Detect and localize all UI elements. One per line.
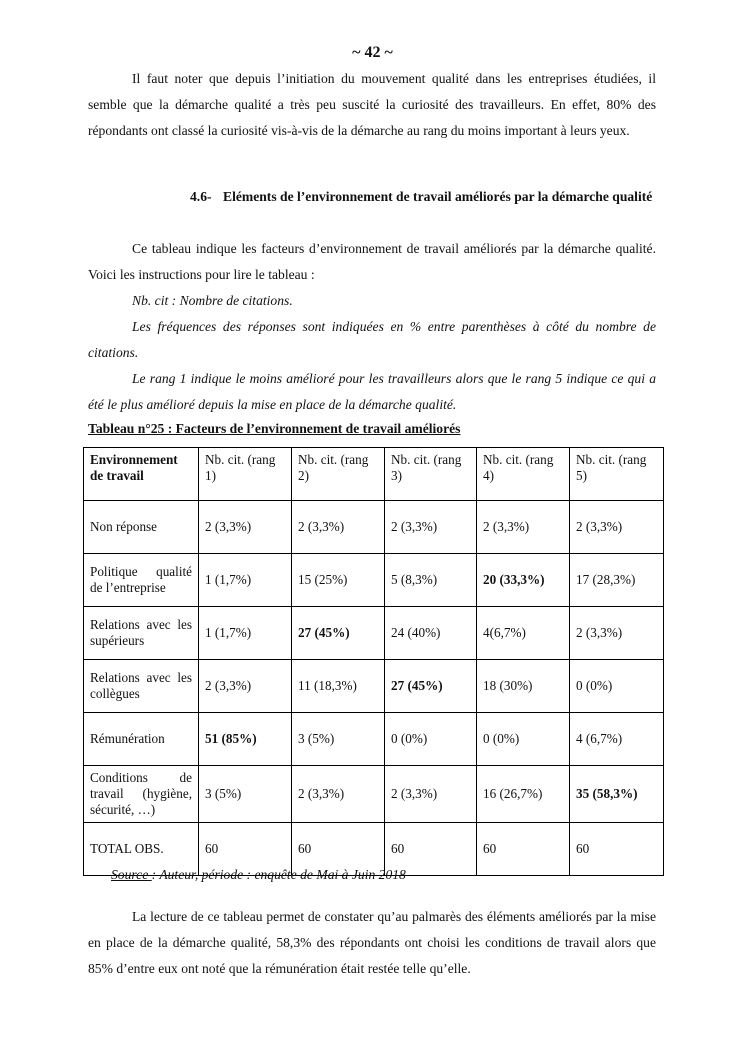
- section-number: 4.6-: [190, 189, 212, 204]
- table-cell: 27 (45%): [385, 660, 477, 713]
- source-label: Source: [111, 867, 152, 882]
- table-row: [84, 501, 664, 554]
- table-cell: 35 (58,3%): [570, 766, 664, 823]
- table-cell: 60: [199, 823, 292, 876]
- page-number: ~ 42 ~: [352, 44, 393, 61]
- header-rang-4: Nb. cit. (rang 4): [477, 448, 570, 501]
- table-row: [84, 713, 664, 766]
- table-row: [84, 554, 664, 607]
- table-cell: 15 (25%): [292, 554, 385, 607]
- table-cell: 11 (18,3%): [292, 660, 385, 713]
- table-cell: 2 (3,3%): [385, 766, 477, 823]
- table-cell: 0 (0%): [477, 713, 570, 766]
- row-label: Relations avec les collègues: [84, 660, 199, 713]
- row-label: TOTAL OBS.: [84, 823, 199, 876]
- table-cell: 2 (3,3%): [477, 501, 570, 554]
- table-cell: 60: [385, 823, 477, 876]
- table-cell: 3 (5%): [199, 766, 292, 823]
- table-cell: 0 (0%): [385, 713, 477, 766]
- row-label: Conditions de travail (hygiène, sécurité, …): [84, 766, 199, 823]
- explain-paragraph: Ce tableau indique les facteurs d’environnement de travail améliorés par la démarche qualité. Voici les instructions pour lire le tableau :: [88, 241, 656, 282]
- row-label: Non réponse: [84, 501, 199, 554]
- table-row: [84, 607, 664, 660]
- table-caption: Tableau n°25 : Facteurs de l’environnement de travail améliorés: [88, 421, 461, 436]
- table-cell: 2 (3,3%): [199, 501, 292, 554]
- conclusion-paragraph: La lecture de ce tableau permet de constater qu’au palmarès des éléments améliorés par la mise en place de la démarche qualité, 58,3% des répondants ont choisi les conditions de travail alors que 85% d’entre eux ont noté que la rémunération était restée telle qu’elle.: [88, 909, 656, 976]
- table-source: [111, 866, 406, 884]
- table-cell: 2 (3,3%): [199, 660, 292, 713]
- table-cell: 27 (45%): [292, 607, 385, 660]
- table-cell: 2 (3,3%): [570, 607, 664, 660]
- instruction-nbcit: Nb. cit : Nombre de citations.: [132, 293, 293, 308]
- table-cell: 2 (3,3%): [292, 501, 385, 554]
- table-cell: 1 (1,7%): [199, 554, 292, 607]
- table-cell: 60: [570, 823, 664, 876]
- section-title: Eléments de l’environnement de travail améliorés par la démarche qualité: [223, 189, 653, 204]
- header-rang-2: Nb. cit. (rang 2): [292, 448, 385, 501]
- table-cell: 4 (6,7%): [570, 713, 664, 766]
- table-cell: 2 (3,3%): [292, 766, 385, 823]
- source-text: : Auteur, période : enquête de Mai à Juin 2018: [151, 867, 406, 882]
- table-cell: 60: [477, 823, 570, 876]
- table-cell: 3 (5%): [292, 713, 385, 766]
- table-cell: 16 (26,7%): [477, 766, 570, 823]
- instruction-rang: Le rang 1 indique le moins amélioré pour les travailleurs alors que le rang 5 indique ce qui a été le plus amélioré depuis la mise en place de la démarche qualité.: [88, 371, 656, 412]
- table-cell: 18 (30%): [477, 660, 570, 713]
- table-cell: 2 (3,3%): [570, 501, 664, 554]
- table-cell: 2 (3,3%): [385, 501, 477, 554]
- table-cell: 60: [292, 823, 385, 876]
- table-cell: 4(6,7%): [477, 607, 570, 660]
- table-cell: 24 (40%): [385, 607, 477, 660]
- row-label: Politique qualité de l’entreprise: [84, 554, 199, 607]
- instruction-frequences: Les fréquences des réponses sont indiquées en % entre parenthèses à côté du nombre de citations.: [88, 319, 656, 360]
- header-environnement: Environnement de travail: [84, 448, 199, 501]
- table-row: [84, 660, 664, 713]
- factors-table: [83, 447, 664, 876]
- table-cell: 17 (28,3%): [570, 554, 664, 607]
- table-cell: 5 (8,3%): [385, 554, 477, 607]
- table-header-row: [84, 448, 664, 501]
- section-heading: [190, 184, 656, 210]
- table-cell: 0 (0%): [570, 660, 664, 713]
- table-row: [84, 766, 664, 823]
- header-rang-3: Nb. cit. (rang 3): [385, 448, 477, 501]
- table-cell: 1 (1,7%): [199, 607, 292, 660]
- row-label: Rémunération: [84, 713, 199, 766]
- header-rang-1: Nb. cit. (rang 1): [199, 448, 292, 501]
- table-cell: 20 (33,3%): [477, 554, 570, 607]
- header-rang-5: Nb. cit. (rang 5): [570, 448, 664, 501]
- table-cell: 51 (85%): [199, 713, 292, 766]
- row-label: Relations avec les supérieurs: [84, 607, 199, 660]
- intro-paragraph: Il faut noter que depuis l’initiation du mouvement qualité dans les entreprises étudiées, il semble que la démarche qualité a très peu suscité la curiosité des travailleurs. En effet, 80% des répondants ont classé la curiosité vis-à-vis de la démarche au rang du moins important à leurs yeux.: [88, 71, 656, 138]
